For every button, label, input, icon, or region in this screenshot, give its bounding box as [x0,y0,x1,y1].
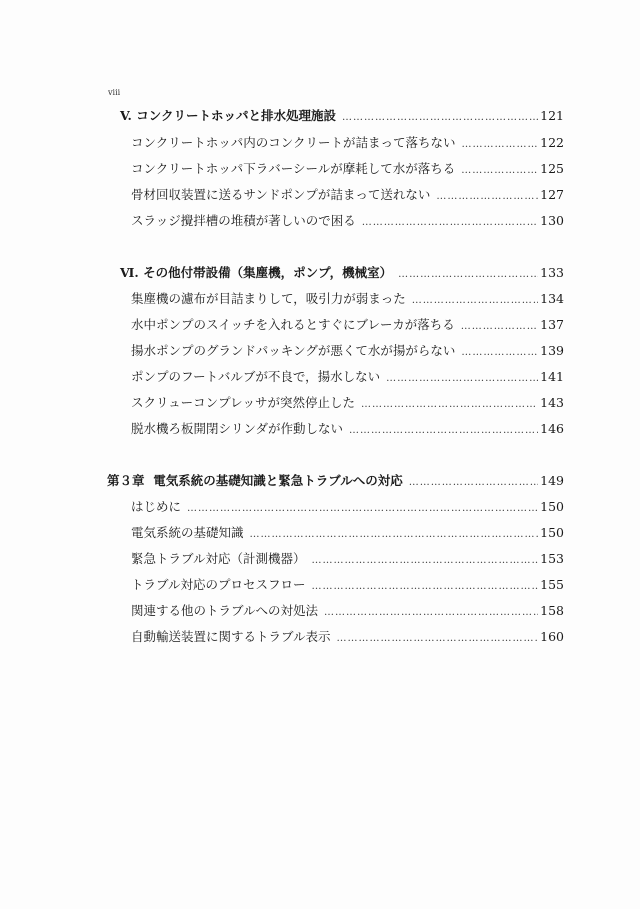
toc-page-number: 139 [540,343,564,358]
toc-section-title [120,108,336,124]
toc-page-number: 137 [540,317,564,332]
toc-entry[interactable] [131,525,564,543]
toc-entry[interactable] [131,161,564,179]
section-numeral: V. [120,108,132,123]
toc-entry[interactable] [131,291,564,309]
toc-entry[interactable] [131,551,564,569]
toc-entry-label: 緊急トラブル対応（計測機器） [131,551,306,566]
toc-chapter-heading[interactable] [107,473,564,491]
toc-page-number: 153 [540,551,564,566]
toc-page-number: 122 [540,135,564,150]
dot-leader [461,163,538,179]
toc-entry-label: スラッジ攪拌槽の堆積が著しいので困る [131,213,356,228]
toc-entry[interactable] [131,135,564,153]
toc-page-number: 155 [540,577,564,592]
chapter-title-text: 電気系統の基礎知識と緊急トラブルへの対応 [153,473,403,488]
toc-chapter-title [107,473,403,489]
toc-entry[interactable] [131,187,564,205]
dot-leader [436,189,538,205]
toc-page-number: 130 [540,213,564,228]
toc-entry-label: 電気系統の基礎知識 [131,525,244,540]
toc-entry-label: 自動輸送装置に関するトラブル表示 [131,629,331,644]
toc-page-number: 134 [540,291,564,306]
toc-entry-label: 脱水機ろ板開閉シリンダが作動しない [131,421,344,436]
toc-page-number: 141 [540,369,564,384]
toc-entry[interactable] [131,213,564,231]
toc-entry[interactable] [131,395,564,413]
toc-entry-label: 骨材回収装置に送るサンドポンプが詰まって送れない [131,187,431,202]
toc-page-number: 127 [540,187,564,202]
dot-leader [349,423,538,439]
dot-leader [412,293,538,309]
dot-leader [462,137,539,153]
toc-entry[interactable] [131,629,564,647]
dot-leader [312,553,539,569]
page-number: viii [108,88,121,97]
toc-entry[interactable] [131,603,564,621]
dot-leader [337,631,539,647]
toc-entry-label: コンクリートホッパ下ラバーシールが摩耗して水が落ちる [131,161,456,176]
dot-leader [461,345,538,361]
dot-leader [409,475,538,491]
toc-entry[interactable] [131,577,564,595]
toc-page-number: 143 [540,395,564,410]
dot-leader [461,319,538,335]
dot-leader [362,215,538,231]
toc-page-number: 150 [540,499,564,514]
dot-leader [342,110,538,126]
toc-entry-label: コンクリートホッパ内のコンクリートが詰まって落ちない [131,135,456,150]
toc-entry-label: 集塵機の濾布が目詰まりして，吸引力が弱まった [131,291,406,306]
toc-entry-label: 関連する他のトラブルへの対処法 [131,603,319,618]
toc-entry[interactable] [131,343,564,361]
toc-entry-label: トラブル対応のプロセスフロー [131,577,306,592]
toc-entry-label: はじめに [131,499,182,514]
toc-entry-label: 揚水ポンプのグランドパッキングが悪くて水が揚がらない [131,343,456,358]
toc-page-number: 149 [540,473,564,488]
chapter-numeral: 第３章 [107,473,145,488]
toc-page-number: 121 [540,108,564,123]
section-title-text: コンクリートホッパと排水処理施設 [136,108,336,123]
toc-entry[interactable] [131,421,564,439]
dot-leader [324,605,538,621]
toc-page-number: 146 [540,421,564,436]
toc-entry[interactable] [131,317,564,335]
toc-entry[interactable] [131,369,564,387]
toc-entry-label: 水中ポンプのスイッチを入れるとすぐにブレーカが落ちる [131,317,455,332]
toc-page-number: 133 [540,265,564,280]
toc-section-heading[interactable] [120,108,564,126]
dot-leader [187,501,538,517]
toc-entry-label: ポンプのフートバルブが不良で，揚水しない [131,369,381,384]
toc-section-heading[interactable] [120,265,564,283]
toc-page-number: 125 [540,161,564,176]
section-title-text: その他付帯設備（集塵機，ポンプ，機械室） [143,265,393,280]
dot-leader [386,371,538,387]
toc-page-number: 150 [540,525,564,540]
dot-leader [361,397,538,413]
section-numeral: Ⅵ. [120,265,139,280]
toc-section-title [120,265,392,281]
toc-page-number: 160 [540,629,564,644]
dot-leader [312,579,539,595]
dot-leader [250,527,539,543]
toc-page-number: 158 [540,603,564,618]
dot-leader [398,267,538,283]
toc-entry-label: スクリューコンプレッサが突然停止した [131,395,356,410]
toc-entry[interactable] [131,499,564,517]
